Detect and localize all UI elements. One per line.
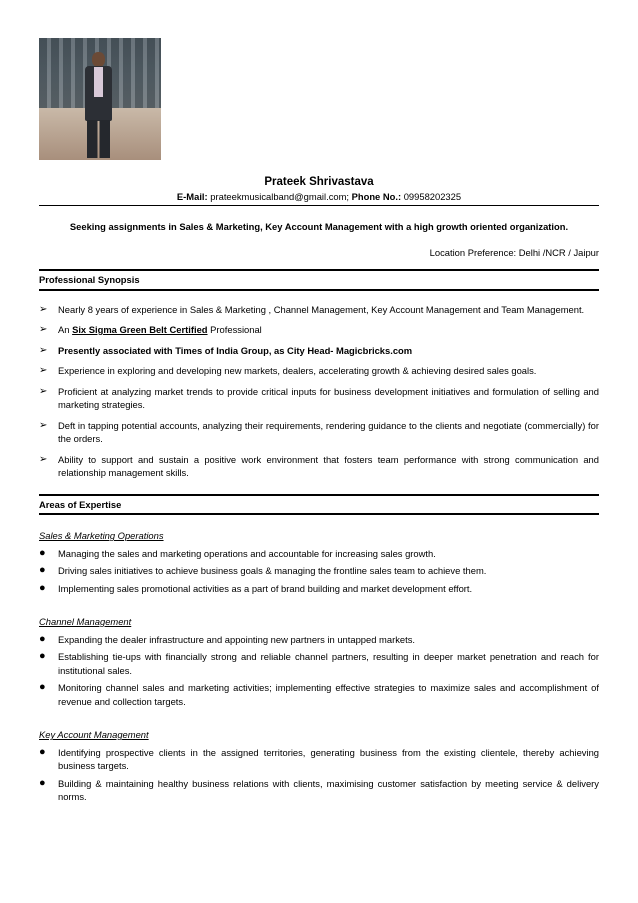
list-item: ➢ Experience in exploring and developing new markets, dealers, accelerating growth & achieving desired sales goals.: [39, 365, 537, 376]
list-item: ➢ An Six Sigma Green Belt Certified Professional: [39, 324, 262, 335]
list-item: ● Identifying prospective clients in the assigned territories, generating business from the existing clientele, thereby achieving business targets.: [39, 745, 599, 771]
header-divider: [39, 205, 599, 206]
sales-marketing-list: [39, 547, 599, 596]
list-item: ● Building & maintaining healthy business relations with clients, maximising customer satisfaction by meeting service & delivery norms.: [39, 776, 599, 802]
list-item: ● Establishing tie-ups with financially strong and reliable channel partners, resulting in deeper market penetration and reach for institutional sales.: [39, 650, 599, 676]
list-item: ● Monitoring channel sales and marketing activities; implementing effective strategies to maximize sales and accomplishment of revenue and collection targets.: [39, 681, 599, 707]
section-heading-synopsis: Professional Synopsis: [39, 269, 599, 291]
list-item: ● Implementing sales promotional activities as a part of brand building and market development effort.: [39, 581, 473, 594]
bullet-icon: ●: [39, 681, 46, 693]
arrow-bullet-icon: ➢: [39, 419, 48, 431]
bullet-icon: ●: [39, 776, 46, 789]
key-account-list: [39, 746, 599, 804]
bullet-icon: ●: [39, 650, 46, 662]
arrow-bullet-icon: ➢: [39, 453, 48, 465]
synopsis-list: [39, 303, 599, 480]
subheading-sales-marketing: Sales & Marketing Operations: [39, 530, 164, 541]
list-item: ● Expanding the dealer infrastructure and appointing new partners in untapped markets.: [39, 632, 415, 645]
list-item: ➢ Nearly 8 years of experience in Sales & Marketing , Channel Management, Key Account Management and Team Management.: [39, 303, 585, 315]
list-item: ➢ Presently associated with Times of India Group, as City Head- Magicbricks.com: [39, 344, 413, 356]
phone-value: 09958202325: [403, 191, 462, 202]
certification-highlight: Six Sigma Green Belt Certified: [72, 324, 208, 335]
objective-statement: Seeking assignments in Sales & Marketing, Key Account Management with a high growth oriented organization.: [69, 221, 569, 232]
bullet-icon: ●: [39, 581, 46, 594]
bullet-icon: ●: [39, 745, 46, 758]
arrow-bullet-icon: ➢: [39, 324, 48, 335]
list-item: ● Driving sales initiatives to achieve business goals & managing the frontline sales team to achieve them.: [39, 564, 487, 576]
arrow-bullet-icon: ➢: [39, 344, 48, 356]
profile-photo: [39, 38, 161, 160]
arrow-bullet-icon: ➢: [39, 303, 48, 315]
arrow-bullet-icon: ➢: [39, 365, 48, 376]
bullet-icon: ●: [39, 632, 46, 645]
contact-line: [39, 190, 599, 203]
section-heading-expertise: Areas of Expertise: [39, 494, 599, 516]
location-preference: Location Preference: Delhi /NCR / Jaipur: [429, 246, 599, 258]
phone-label: Phone No.:: [351, 191, 402, 202]
candidate-name: Prateek Shrivastava: [264, 176, 374, 188]
resume-page: [39, 38, 599, 808]
list-item: ➢ Proficient at analyzing market trends to provide critical inputs for business development initiatives and formulation of selling and marketing strategies.: [39, 385, 599, 410]
arrow-bullet-icon: ➢: [39, 385, 48, 397]
email-value: prateekmusicalband@gmail.com;: [210, 191, 350, 202]
bullet-icon: ●: [39, 546, 46, 559]
subheading-key-account-management: Key Account Management: [39, 729, 149, 740]
channel-management-list: [39, 633, 599, 709]
header-block: [39, 174, 599, 203]
list-item: ● Managing the sales and marketing operations and accountable for increasing sales growth.: [39, 546, 436, 559]
bullet-icon: ●: [39, 564, 46, 576]
list-item: ➢ Ability to support and sustain a positive work environment that fosters team performance with strong communication and relationship management skills.: [39, 453, 599, 478]
email-label: E-Mail:: [176, 191, 208, 202]
subheading-channel-management: Channel Management: [39, 616, 132, 627]
list-item: ➢ Deft in tapping potential accounts, analyzing their requirements, rendering guidance to the clients and negotiate (commercially) for the orders.: [39, 419, 599, 444]
